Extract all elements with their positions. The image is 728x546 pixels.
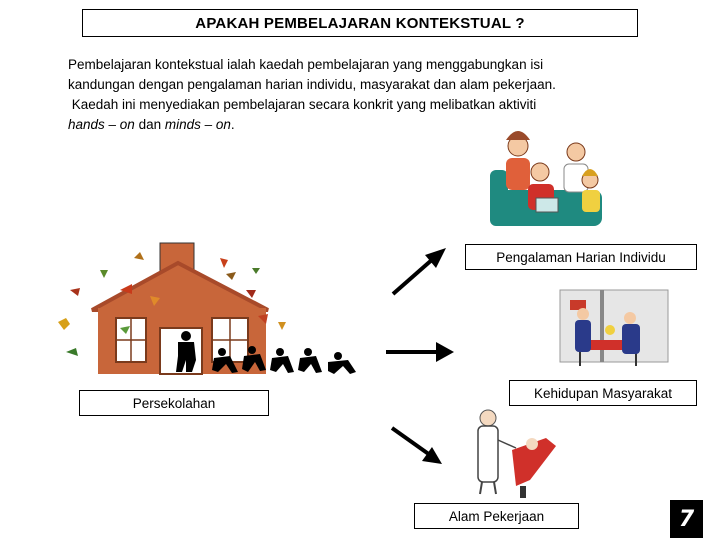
rescue-stretcher-icon (560, 290, 668, 366)
paragraph-end: . (230, 117, 235, 132)
arrow-to-community (386, 342, 454, 362)
connector-word: dan (138, 117, 162, 132)
label-kehidupan-masyarakat: Kehidupan Masyarakat (509, 380, 697, 406)
term-minds-on: minds – on (164, 117, 231, 132)
paragraph-line-2: kandungan dengan pengalaman harian individu, masyarakat dan alam pekerjaan. (68, 77, 556, 92)
label-persekolahan: Persekolahan (79, 390, 269, 416)
term-hands-on: hands – on (68, 117, 135, 132)
label-alam-pekerjaan: Alam Pekerjaan (414, 503, 579, 529)
label-pengalaman-harian: Pengalaman Harian Individu (465, 244, 697, 270)
arrow-to-work (392, 428, 442, 464)
page-title: APAKAH PEMBELAJARAN KONTEKSTUAL ? (82, 9, 638, 37)
arrow-to-individual (393, 248, 446, 294)
school-building-icon (58, 243, 356, 374)
family-group-icon (490, 131, 602, 226)
page-number-badge: 7 (670, 500, 703, 538)
paragraph-line-1: Pembelajaran kontekstual ialah kaedah pembelajaran yang menggabungkan isi (68, 57, 544, 72)
paragraph-line-3: Kaedah ini menyediakan pembelajaran secara konkrit yang melibatkan aktiviti (68, 97, 537, 112)
dentist-icon (478, 410, 556, 498)
